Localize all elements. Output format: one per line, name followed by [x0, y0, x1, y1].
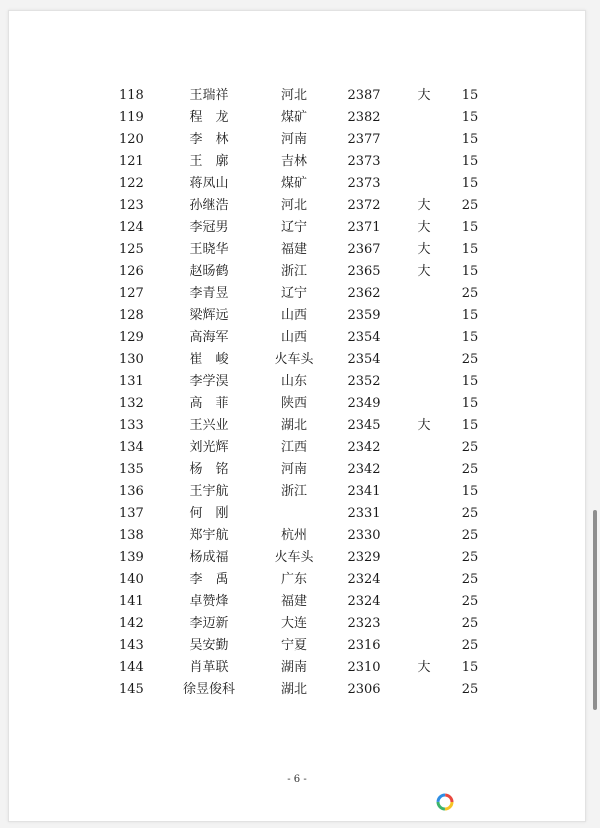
rank-number: 134 [119, 440, 144, 455]
table-row [9, 151, 585, 173]
player-rating: 2365 [347, 264, 381, 279]
player-region: 湖南 [280, 660, 307, 675]
table-row [9, 261, 585, 283]
player-rating: 2377 [347, 132, 381, 147]
player-rating: 2354 [347, 352, 381, 367]
player-flag: 大 [417, 220, 431, 235]
player-points: 15 [461, 396, 479, 411]
player-name: 王 廓 [189, 154, 229, 169]
rank-number: 136 [119, 484, 144, 499]
player-rating: 2324 [347, 572, 381, 587]
rank-number: 142 [119, 616, 144, 631]
player-points: 15 [461, 660, 479, 675]
player-name: 吴安勤 [189, 638, 229, 653]
table-row [9, 217, 585, 239]
player-region: 河北 [280, 198, 307, 213]
player-name: 李迈新 [189, 616, 229, 631]
player-region: 陕西 [280, 396, 307, 411]
player-name: 王宇航 [189, 484, 229, 499]
player-rating: 2306 [347, 682, 381, 697]
player-region: 煤矿 [280, 176, 307, 191]
player-name: 郑宇航 [189, 528, 229, 543]
player-name: 杨成福 [189, 550, 229, 565]
table-row [9, 283, 585, 305]
player-rating: 2345 [347, 418, 381, 433]
player-points: 15 [461, 374, 479, 389]
player-region: 山西 [280, 330, 307, 345]
player-rating: 2354 [347, 330, 381, 345]
player-name: 李 林 [189, 132, 229, 147]
player-rating: 2372 [347, 198, 381, 213]
rank-number: 125 [119, 242, 144, 257]
rank-number: 127 [119, 286, 144, 301]
rank-number: 138 [119, 528, 144, 543]
player-flag: 大 [417, 660, 431, 675]
rank-number: 141 [119, 594, 144, 609]
player-points: 15 [461, 418, 479, 433]
player-name: 李青昱 [189, 286, 229, 301]
player-rating: 2330 [347, 528, 381, 543]
rank-number: 124 [119, 220, 144, 235]
player-name: 何 刚 [189, 506, 229, 521]
player-points: 15 [461, 242, 479, 257]
player-rating: 2352 [347, 374, 381, 389]
document-page [8, 10, 586, 822]
table-row [9, 107, 585, 129]
table-row [9, 85, 585, 107]
player-rating: 2382 [347, 110, 381, 125]
table-row [9, 503, 585, 525]
table-row [9, 525, 585, 547]
player-rating: 2387 [347, 88, 381, 103]
rank-number: 119 [119, 110, 144, 125]
table-row [9, 349, 585, 371]
rank-number: 120 [119, 132, 144, 147]
table-row [9, 679, 585, 701]
player-region: 山东 [280, 374, 307, 389]
table-row [9, 591, 585, 613]
player-rating: 2323 [347, 616, 381, 631]
player-flag: 大 [417, 264, 431, 279]
player-points: 25 [461, 352, 479, 367]
rank-number: 122 [119, 176, 144, 191]
rank-number: 140 [119, 572, 144, 587]
player-region: 辽宁 [280, 220, 307, 235]
rank-number: 137 [119, 506, 144, 521]
rank-number: 139 [119, 550, 144, 565]
player-name: 梁辉远 [189, 308, 229, 323]
player-name: 孙继浩 [189, 198, 229, 213]
player-region: 大连 [280, 616, 307, 631]
player-region: 湖北 [280, 682, 307, 697]
ranking-table [9, 85, 585, 701]
player-points: 25 [461, 440, 479, 455]
player-rating: 2342 [347, 440, 381, 455]
table-row [9, 613, 585, 635]
player-name: 蒋凤山 [189, 176, 229, 191]
rank-number: 144 [119, 660, 144, 675]
player-points: 25 [461, 286, 479, 301]
rank-number: 123 [119, 198, 144, 213]
player-rating: 2373 [347, 154, 381, 169]
player-points: 15 [461, 220, 479, 235]
player-name: 程 龙 [189, 110, 229, 125]
player-rating: 2316 [347, 638, 381, 653]
table-row [9, 371, 585, 393]
player-points: 15 [461, 132, 479, 147]
table-row [9, 173, 585, 195]
table-row [9, 481, 585, 503]
table-row [9, 437, 585, 459]
rank-number: 128 [119, 308, 144, 323]
rank-number: 121 [119, 154, 144, 169]
table-row [9, 635, 585, 657]
player-rating: 2359 [347, 308, 381, 323]
player-rating: 2324 [347, 594, 381, 609]
table-row [9, 393, 585, 415]
vertical-scrollbar[interactable] [593, 510, 597, 710]
player-points: 25 [461, 594, 479, 609]
player-points: 25 [461, 682, 479, 697]
player-region: 河北 [280, 88, 307, 103]
player-region: 河南 [280, 462, 307, 477]
player-points: 15 [461, 88, 479, 103]
player-flag: 大 [417, 198, 431, 213]
player-points: 25 [461, 550, 479, 565]
player-rating: 2331 [347, 506, 381, 521]
player-points: 25 [461, 638, 479, 653]
rank-number: 132 [119, 396, 144, 411]
table-row [9, 657, 585, 679]
player-name: 李 禹 [189, 572, 229, 587]
player-points: 25 [461, 506, 479, 521]
player-name: 肖革联 [189, 660, 229, 675]
player-name: 高海军 [189, 330, 229, 345]
player-region: 福建 [280, 242, 307, 257]
player-points: 15 [461, 484, 479, 499]
player-rating: 2342 [347, 462, 381, 477]
player-flag: 大 [417, 242, 431, 257]
player-region: 宁夏 [280, 638, 307, 653]
rank-number: 130 [119, 352, 144, 367]
player-points: 15 [461, 176, 479, 191]
player-rating: 2371 [347, 220, 381, 235]
table-row [9, 569, 585, 591]
player-rating: 2367 [347, 242, 381, 257]
player-points: 25 [461, 572, 479, 587]
table-row [9, 459, 585, 481]
rank-number: 129 [119, 330, 144, 345]
page-number: - 6 - [287, 774, 307, 785]
player-region: 广东 [280, 572, 307, 587]
table-row [9, 195, 585, 217]
table-row [9, 239, 585, 261]
player-region: 火车头 [274, 352, 314, 367]
player-points: 25 [461, 616, 479, 631]
rank-number: 118 [119, 88, 144, 103]
player-region: 浙江 [280, 264, 307, 279]
player-region: 江西 [280, 440, 307, 455]
player-points: 15 [461, 330, 479, 345]
player-rating: 2362 [347, 286, 381, 301]
rank-number: 143 [119, 638, 144, 653]
circular-multicolor-logo-icon[interactable] [435, 792, 455, 812]
player-points: 25 [461, 198, 479, 213]
player-name: 高 菲 [189, 396, 229, 411]
player-points: 15 [461, 110, 479, 125]
player-region: 煤矿 [280, 110, 307, 125]
player-rating: 2373 [347, 176, 381, 191]
player-region: 福建 [280, 594, 307, 609]
player-name: 王晓华 [189, 242, 229, 257]
rank-number: 126 [119, 264, 144, 279]
player-name: 王瑞祥 [189, 88, 229, 103]
player-name: 李冠男 [189, 220, 229, 235]
player-region: 湖北 [280, 418, 307, 433]
player-name: 赵旸鹤 [189, 264, 229, 279]
player-region: 火车头 [274, 550, 314, 565]
player-name: 卓赞烽 [189, 594, 229, 609]
player-name: 杨 铭 [189, 462, 229, 477]
player-region: 杭州 [280, 528, 307, 543]
player-name: 崔 峻 [189, 352, 229, 367]
player-region: 浙江 [280, 484, 307, 499]
player-name: 徐昱俊科 [182, 682, 235, 697]
player-region: 山西 [280, 308, 307, 323]
rank-number: 133 [119, 418, 144, 433]
rank-number: 145 [119, 682, 144, 697]
table-row [9, 547, 585, 569]
player-rating: 2310 [347, 660, 381, 675]
rank-number: 131 [119, 374, 144, 389]
player-flag: 大 [417, 418, 431, 433]
player-rating: 2349 [347, 396, 381, 411]
player-points: 25 [461, 462, 479, 477]
table-row [9, 129, 585, 151]
player-rating: 2341 [347, 484, 381, 499]
table-row [9, 305, 585, 327]
table-row [9, 415, 585, 437]
player-points: 15 [461, 264, 479, 279]
player-points: 15 [461, 154, 479, 169]
player-rating: 2329 [347, 550, 381, 565]
player-region: 吉林 [280, 154, 307, 169]
table-row [9, 327, 585, 349]
player-flag: 大 [417, 88, 431, 103]
player-name: 李学淏 [189, 374, 229, 389]
rank-number: 135 [119, 462, 144, 477]
player-region: 河南 [280, 132, 307, 147]
player-name: 王兴业 [189, 418, 229, 433]
player-points: 15 [461, 308, 479, 323]
player-points: 25 [461, 528, 479, 543]
player-name: 刘光辉 [189, 440, 229, 455]
player-region: 辽宁 [280, 286, 307, 301]
